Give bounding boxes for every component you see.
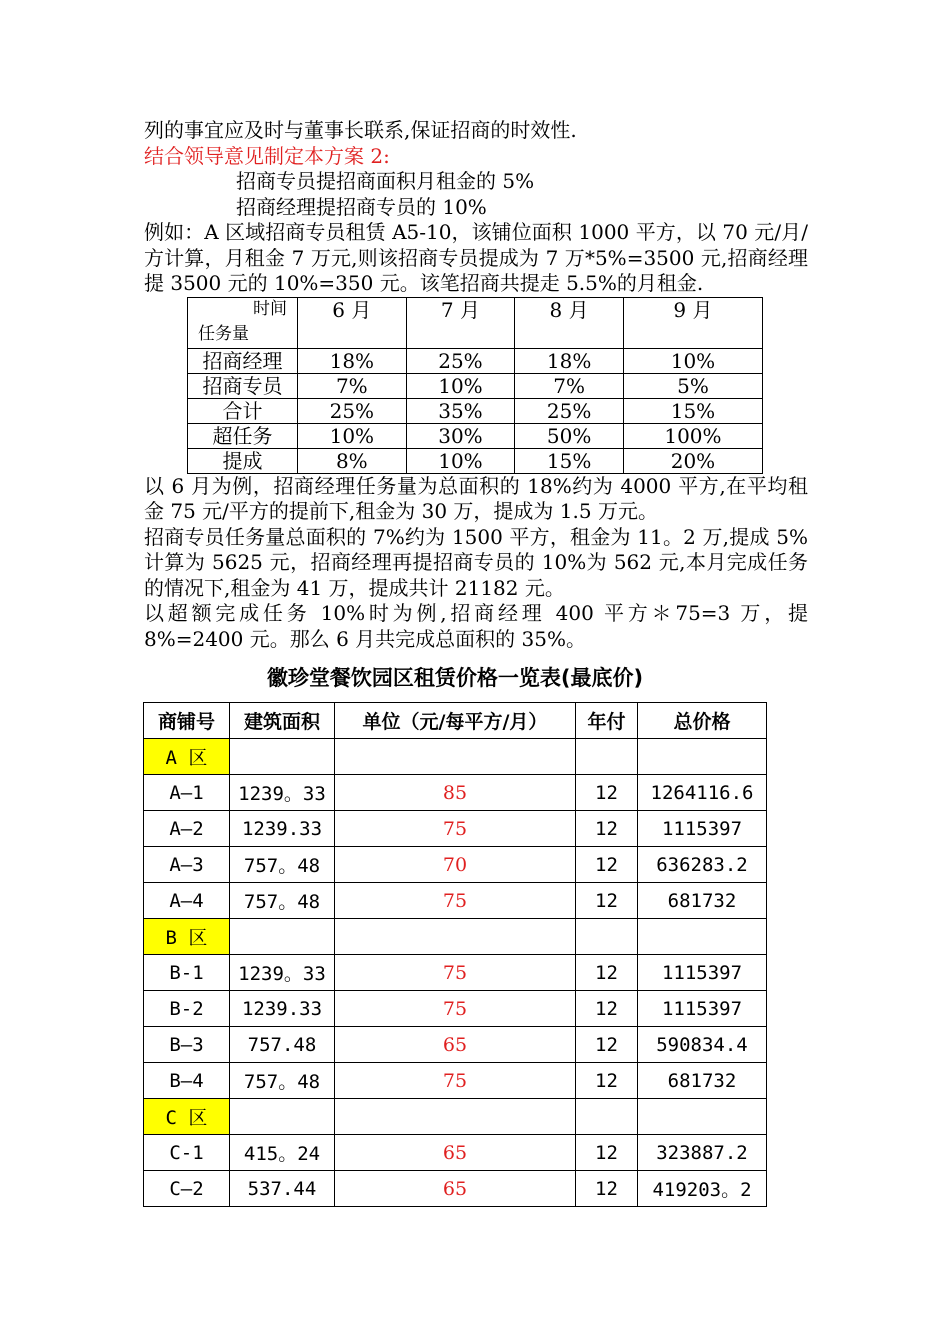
area-cell: 757.48	[230, 1027, 335, 1063]
task-cell: 35%	[406, 398, 515, 423]
total-cell: 1115397	[638, 955, 767, 991]
task-cell: 7%	[298, 373, 407, 398]
table-row	[144, 883, 767, 919]
empty-cell	[638, 739, 767, 775]
total-cell: 1115397	[638, 991, 767, 1027]
area-cell: 1239。33	[230, 955, 335, 991]
empty-cell	[576, 739, 638, 775]
empty-cell	[576, 919, 638, 955]
month-header: 9 月	[623, 297, 762, 348]
total-cell: 1264116.6	[638, 775, 767, 811]
shop-id-cell: A—3	[144, 847, 230, 883]
empty-cell	[638, 1099, 767, 1135]
table-row	[188, 373, 763, 398]
zone-row	[144, 739, 767, 775]
task-table-header	[188, 297, 763, 348]
paragraph-overachieve: 以超额完成任务 10%时为例,招商经理 400 平方＊75=3 万，提 8%=2400 元。那么 6 月共完成总面积的 35%。	[144, 601, 808, 651]
row-label: 超任务	[188, 423, 298, 448]
paragraph-specialist: 招商专员任务量总面积的 7%约为 1500 平方，租金为 11。2 万,提成 5%计算为 5625 元，招商经理再提招商专员的 10%为 562 元,本月完成任务的情况下,租金为 41 万，提成共计 21182 元。	[144, 524, 808, 600]
task-cell: 15%	[515, 448, 624, 473]
task-cell: 50%	[515, 423, 624, 448]
unit-price-cell: 75	[335, 883, 576, 919]
month-header: 6 月	[298, 297, 407, 348]
annual-cell: 12	[576, 811, 638, 847]
total-cell: 419203。2	[638, 1171, 767, 1207]
total-cell: 681732	[638, 1063, 767, 1099]
row-label: 提成	[188, 448, 298, 473]
shop-id-cell: A—4	[144, 883, 230, 919]
shop-id-cell: C—2	[144, 1171, 230, 1207]
unit-price-cell: 85	[335, 775, 576, 811]
rule-specialist: 招商专员提招商面积月租金的 5%	[236, 169, 535, 193]
zone-label: A 区	[144, 739, 230, 775]
unit-price-cell: 75	[335, 811, 576, 847]
table-row	[144, 1135, 767, 1171]
table-row	[144, 775, 767, 811]
task-cell: 100%	[623, 423, 762, 448]
corner-cell	[188, 297, 298, 348]
table-row	[188, 398, 763, 423]
zone-row	[144, 919, 767, 955]
corner-top-label: 时间	[253, 298, 287, 319]
annual-cell: 12	[576, 955, 638, 991]
task-cell: 15%	[623, 398, 762, 423]
empty-cell	[335, 919, 576, 955]
unit-price-cell: 75	[335, 955, 576, 991]
table-row	[144, 991, 767, 1027]
total-cell: 1115397	[638, 811, 767, 847]
month-header: 8 月	[515, 297, 624, 348]
total-cell: 590834.4	[638, 1027, 767, 1063]
annual-cell: 12	[576, 847, 638, 883]
total-cell: 323887.2	[638, 1135, 767, 1171]
header-area: 建筑面积	[230, 703, 335, 739]
row-label: 合计	[188, 398, 298, 423]
zone-label: C 区	[144, 1099, 230, 1135]
task-cell: 18%	[298, 348, 407, 373]
task-cell: 10%	[623, 348, 762, 373]
price-table-title: 徽珍堂餐饮园区租赁价格一览表(最底价)	[266, 666, 644, 690]
header-shop-id: 商铺号	[144, 703, 230, 739]
shop-id-cell: B-1	[144, 955, 230, 991]
table-row	[144, 1063, 767, 1099]
task-cell: 5%	[623, 373, 762, 398]
price-table	[143, 702, 767, 1207]
intro-line: 列的事宜应及时与董事长联系,保证招商的时效性.	[144, 118, 577, 142]
zone-label: B 区	[144, 919, 230, 955]
area-cell: 757。48	[230, 847, 335, 883]
empty-cell	[335, 1099, 576, 1135]
shop-id-cell: A—1	[144, 775, 230, 811]
unit-price-cell: 65	[335, 1135, 576, 1171]
area-cell: 757。48	[230, 883, 335, 919]
task-cell: 20%	[623, 448, 762, 473]
table-row	[144, 1171, 767, 1207]
header-unit-price: 单位（元/每平方/月）	[335, 703, 576, 739]
area-cell: 1239.33	[230, 991, 335, 1027]
corner-bottom-label: 任务量	[198, 323, 249, 344]
empty-cell	[230, 739, 335, 775]
area-cell: 537.44	[230, 1171, 335, 1207]
example-paragraph: 例如：A 区域招商专员租赁 A5-10，该铺位面积 1000 平方，以 70 元/月/方计算，月租金 7 万元,则该招商专员提成为 7 万*5%=3500 元,招商经理提 3500 元的 10%=350 元。该笔招商共提走 5.5%的月租金.	[144, 220, 808, 295]
shop-id-cell: A—2	[144, 811, 230, 847]
shop-id-cell: B—3	[144, 1027, 230, 1063]
area-cell: 757。48	[230, 1063, 335, 1099]
unit-price-cell: 75	[335, 1063, 576, 1099]
price-table-header	[144, 703, 767, 739]
shop-id-cell: C-1	[144, 1135, 230, 1171]
task-cell: 10%	[406, 448, 515, 473]
table-row	[144, 1027, 767, 1063]
unit-price-cell: 65	[335, 1171, 576, 1207]
table-row	[144, 847, 767, 883]
shop-id-cell: B-2	[144, 991, 230, 1027]
table-row	[144, 955, 767, 991]
unit-price-cell: 70	[335, 847, 576, 883]
total-cell: 681732	[638, 883, 767, 919]
empty-cell	[576, 1099, 638, 1135]
empty-cell	[230, 919, 335, 955]
table-row	[188, 348, 763, 373]
table-row	[188, 423, 763, 448]
empty-cell	[638, 919, 767, 955]
unit-price-cell: 75	[335, 991, 576, 1027]
task-cell: 7%	[515, 373, 624, 398]
annual-cell: 12	[576, 1027, 638, 1063]
header-total: 总价格	[638, 703, 767, 739]
empty-cell	[230, 1099, 335, 1135]
task-cell: 25%	[515, 398, 624, 423]
plan-title: 结合领导意见制定本方案 2:	[144, 143, 390, 168]
area-cell: 1239.33	[230, 811, 335, 847]
annual-cell: 12	[576, 883, 638, 919]
annual-cell: 12	[576, 991, 638, 1027]
document-body	[144, 118, 808, 652]
table-row	[144, 811, 767, 847]
unit-price-cell: 65	[335, 1027, 576, 1063]
empty-cell	[335, 739, 576, 775]
task-cell: 25%	[298, 398, 407, 423]
table-row	[188, 448, 763, 473]
zone-row	[144, 1099, 767, 1135]
row-label: 招商专员	[188, 373, 298, 398]
rule-manager: 招商经理提招商专员的 10%	[236, 194, 487, 219]
annual-cell: 12	[576, 1135, 638, 1171]
annual-cell: 12	[576, 1171, 638, 1207]
task-cell: 8%	[298, 448, 407, 473]
header-annual: 年付	[576, 703, 638, 739]
shop-id-cell: B—4	[144, 1063, 230, 1099]
annual-cell: 12	[576, 775, 638, 811]
task-cell: 30%	[406, 423, 515, 448]
annual-cell: 12	[576, 1063, 638, 1099]
task-cell: 25%	[406, 348, 515, 373]
month-header: 7 月	[406, 297, 515, 348]
task-cell: 10%	[406, 373, 515, 398]
task-cell: 18%	[515, 348, 624, 373]
row-label: 招商经理	[188, 348, 298, 373]
area-cell: 1239。33	[230, 775, 335, 811]
paragraph-june: 以 6 月为例，招商经理任务量为总面积的 18%约为 4000 平方,在平均租金 75 元/平方的提前下,租金为 30 万，提成为 1.5 万元。	[144, 473, 808, 523]
total-cell: 636283.2	[638, 847, 767, 883]
task-cell: 10%	[298, 423, 407, 448]
task-table	[187, 297, 763, 474]
area-cell: 415。24	[230, 1135, 335, 1171]
